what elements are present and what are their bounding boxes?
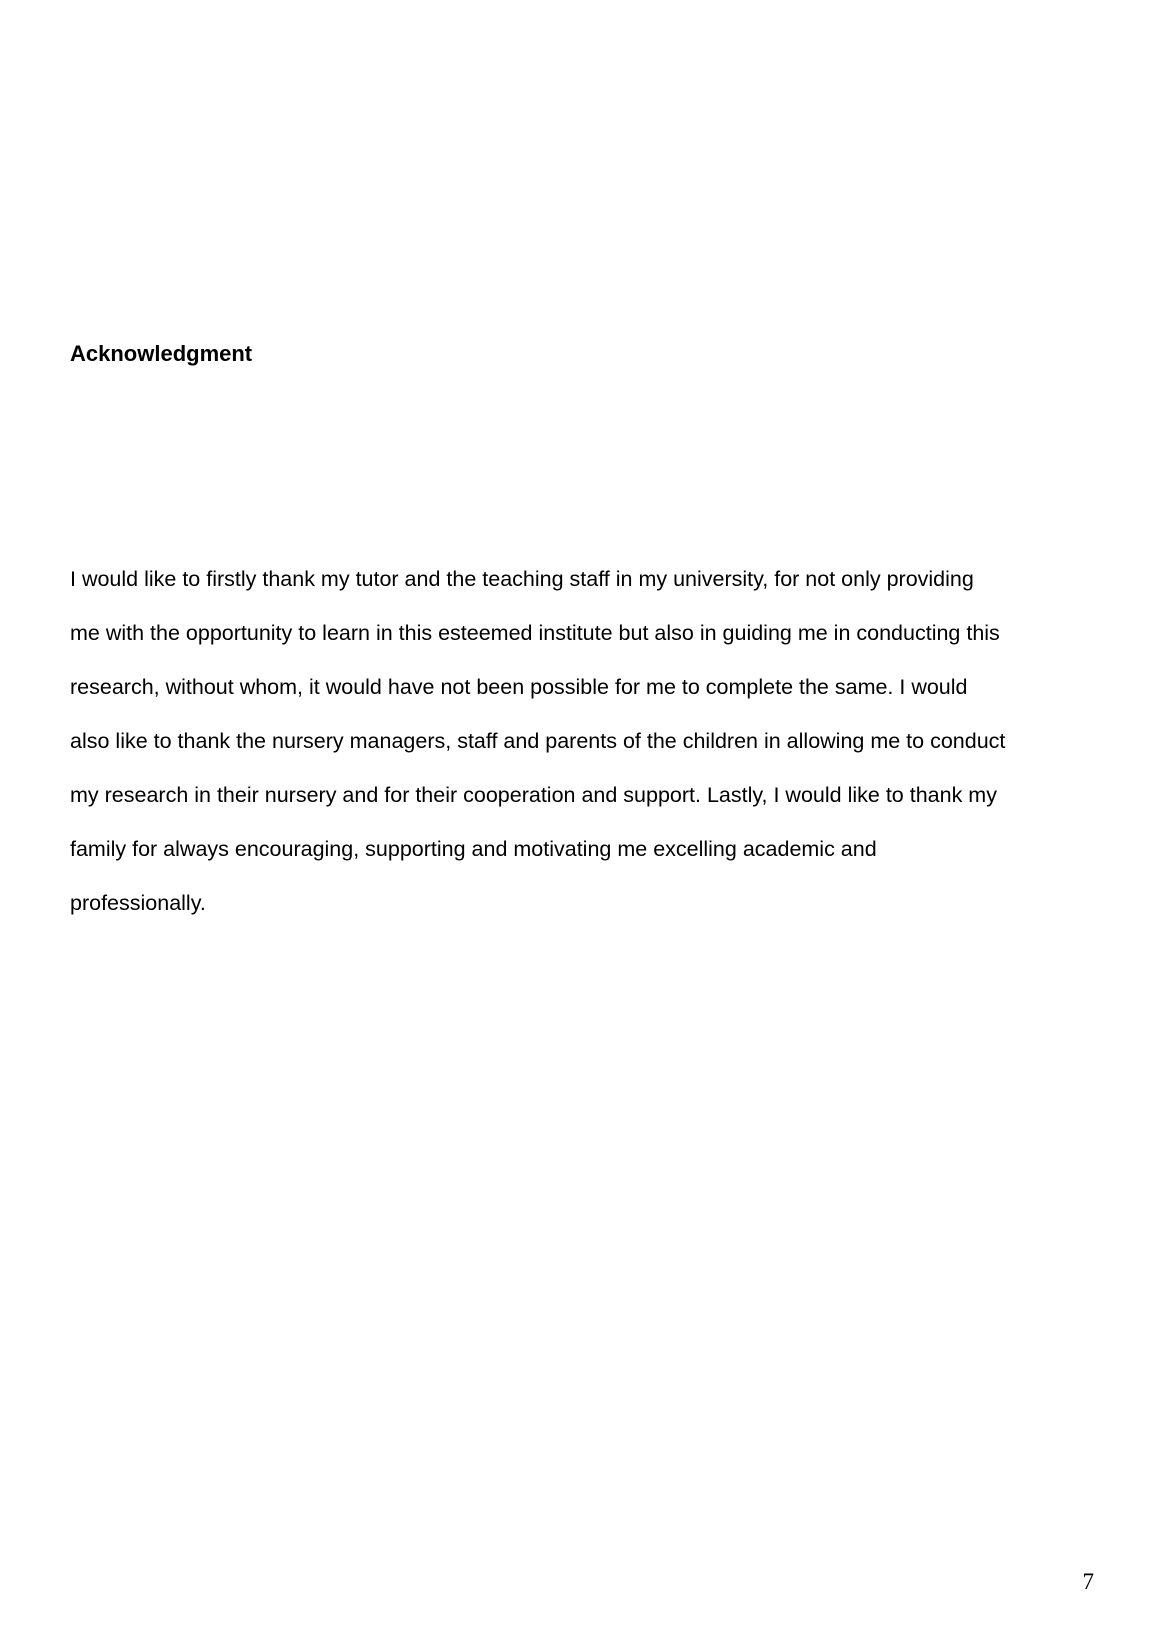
- page-number: 7: [1082, 1569, 1094, 1594]
- paragraph-line: my research in their nursery and for their cooperation and support. Lastly, I would like to thank my: [70, 783, 997, 807]
- paragraph-line: professionally.: [70, 891, 206, 915]
- page-title: Acknowledgment: [70, 341, 253, 366]
- paragraph-line: me with the opportunity to learn in this esteemed institute but also in guiding me in conducting this: [70, 621, 1000, 645]
- paragraph-line: research, without whom, it would have not been possible for me to complete the same. I would: [70, 675, 968, 699]
- paragraph-line: also like to thank the nursery managers, staff and parents of the children in allowing me to conduct: [70, 729, 1006, 753]
- paragraph-line: family for always encouraging, supporting and motivating me excelling academic and: [70, 837, 877, 861]
- paragraph-line: I would like to firstly thank my tutor and the teaching staff in my university, for not only providing: [70, 567, 974, 591]
- acknowledgment-paragraph: [70, 552, 1100, 930]
